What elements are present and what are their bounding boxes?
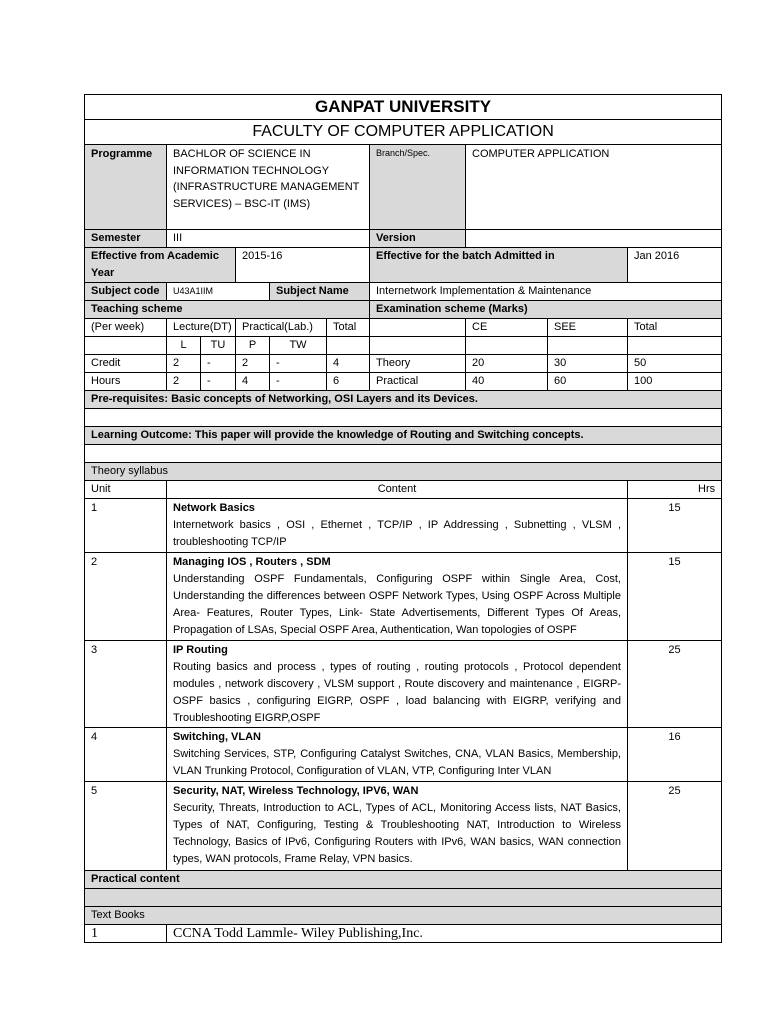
subject-code-label: Subject code <box>85 283 167 301</box>
text-books-title: Text Books <box>85 907 722 925</box>
theory-syllabus-title: Theory syllabus <box>85 463 722 481</box>
exam-scheme-label: Examination scheme (Marks) <box>370 301 722 319</box>
unit-hours: 16 <box>628 728 722 782</box>
prerequisites-text: Basic concepts of Networking, OSI Layers and its Devices. <box>171 393 478 405</box>
practical-header: Practical(Lab.) <box>236 319 327 337</box>
practical-ce: 40 <box>466 373 548 391</box>
total-header: Total <box>327 319 370 337</box>
syllabus-table <box>84 94 722 943</box>
subject-code-value: U43A1IIM <box>167 283 270 301</box>
exam-blank <box>370 319 466 337</box>
syllabus-document <box>84 94 721 943</box>
credit-label: Credit <box>85 355 167 373</box>
unit-description: Internetwork basics , OSI , Ethernet , TCP/IP , IP Addressing , Subnetting , VLSM , troubleshooting TCP/IP <box>173 519 621 548</box>
exam-total-header: Total <box>628 319 722 337</box>
practical-total: 100 <box>628 373 722 391</box>
unit-content <box>167 782 628 871</box>
table-row <box>85 373 722 391</box>
tu-header: TU <box>201 337 236 355</box>
faculty-title: FACULTY OF COMPUTER APPLICATION <box>85 120 722 145</box>
credit-tu: - <box>201 355 236 373</box>
hours-total: 6 <box>327 373 370 391</box>
batch-value: Jan 2016 <box>628 248 722 283</box>
subject-name-label: Subject Name <box>270 283 370 301</box>
textbook-number: 1 <box>85 925 167 943</box>
theory-see: 30 <box>548 355 628 373</box>
subject-name-value: Internetwork Implementation & Maintenance <box>370 283 722 301</box>
credit-l: 2 <box>167 355 201 373</box>
version-label: Version <box>370 230 466 248</box>
unit-hours: 25 <box>628 641 722 728</box>
hours-label: Hours <box>85 373 167 391</box>
lecture-header: Lecture(DT) <box>167 319 236 337</box>
learning-outcome-text: This paper will provide the knowledge of Routing and Switching concepts. <box>194 429 584 441</box>
sub-blank <box>548 337 628 355</box>
unit-title: Security, NAT, Wireless Technology, IPV6, WAN <box>173 785 419 797</box>
programme-label: Programme <box>85 145 167 230</box>
practical-see: 60 <box>548 373 628 391</box>
unit-description: Understanding OSPF Fundamentals, Configuring OSPF within Single Area, Cost, Understanding the differences between OSPF Network Types, Using OSPF Across Multiple Area- Features, Router Types, Link- State Advertisements, Different Types Of Areas, Propagation of LSAs, Special OSPF Area, Authentication, Wan topologies of OSPF <box>173 573 621 636</box>
theory-total: 50 <box>628 355 722 373</box>
unit-title: Network Basics <box>173 502 255 514</box>
unit-number: 2 <box>85 553 167 641</box>
unit-content <box>167 641 628 728</box>
unit-content <box>167 499 628 553</box>
spacer-row <box>85 889 722 907</box>
unit-content <box>167 728 628 782</box>
sub-blank <box>327 337 370 355</box>
sub-blank <box>370 337 466 355</box>
branch-label: Branch/Spec. <box>370 145 466 230</box>
hours-tu: - <box>201 373 236 391</box>
batch-label: Effective for the batch Admitted in <box>370 248 628 283</box>
table-row <box>85 728 722 782</box>
unit-number: 5 <box>85 782 167 871</box>
unit-hours: 15 <box>628 553 722 641</box>
programme-value: BACHLOR OF SCIENCE IN INFORMATION TECHNOLOGY (INFRASTRUCTURE MANAGEMENT SERVICES) – BSC-IT (IMS) <box>167 145 370 230</box>
unit-hours: 25 <box>628 782 722 871</box>
academic-year-value: 2015-16 <box>236 248 370 283</box>
spacer-row <box>85 445 722 463</box>
tw-header: TW <box>270 337 327 355</box>
theory-label: Theory <box>370 355 466 373</box>
table-row <box>85 641 722 728</box>
textbook-text: CCNA Todd Lammle- Wiley Publishing,Inc. <box>167 925 722 943</box>
unit-number: 3 <box>85 641 167 728</box>
hours-p: 4 <box>236 373 270 391</box>
university-title: GANPAT UNIVERSITY <box>85 95 722 120</box>
table-row <box>85 355 722 373</box>
unit-number: 4 <box>85 728 167 782</box>
see-header: SEE <box>548 319 628 337</box>
p-header: P <box>236 337 270 355</box>
semester-label: Semester <box>85 230 167 248</box>
sub-blank <box>628 337 722 355</box>
list-item <box>85 925 722 943</box>
table-row <box>85 499 722 553</box>
theory-ce: 20 <box>466 355 548 373</box>
unit-title: Switching, VLAN <box>173 731 261 743</box>
learning-outcome-label: Learning Outcome: <box>91 429 192 441</box>
semester-value: III <box>167 230 370 248</box>
ce-header: CE <box>466 319 548 337</box>
sub-blank <box>466 337 548 355</box>
hours-l: 2 <box>167 373 201 391</box>
version-value <box>466 230 722 248</box>
credit-p: 2 <box>236 355 270 373</box>
table-row <box>85 782 722 871</box>
unit-number: 1 <box>85 499 167 553</box>
unit-description: Switching Services, STP, Configuring Catalyst Switches, CNA, VLAN Basics, Membership, VLAN Trunking Protocol, Configuration of VLAN, VTP, Configuring Inter VLAN <box>173 748 621 777</box>
learning-outcome <box>85 427 722 445</box>
per-week-label: (Per week) <box>85 319 167 337</box>
unit-title: IP Routing <box>173 644 228 656</box>
practical-label: Practical <box>370 373 466 391</box>
academic-year-label: Effective from Academic Year <box>85 248 236 283</box>
prerequisites-label: Pre-requisites: <box>91 393 169 405</box>
unit-title: Managing IOS , Routers , SDM <box>173 556 331 568</box>
credit-total: 4 <box>327 355 370 373</box>
teaching-scheme-label: Teaching scheme <box>85 301 370 319</box>
sub-blank <box>85 337 167 355</box>
unit-description: Security, Threats, Introduction to ACL, Types of ACL, Monitoring Access lists, NAT Basics, Types of NAT, Configuring, Testing & Troubleshooting NAT, Introduction to Wireless Technology, Basics of IPv6, Configuring Routers with IPv6, WAN basics, WAN connection types, WAN protocols, Frame Relay, VPN basics. <box>173 802 621 865</box>
unit-hours: 15 <box>628 499 722 553</box>
practical-content-title: Practical content <box>85 871 722 889</box>
credit-tw: - <box>270 355 327 373</box>
spacer-row <box>85 409 722 427</box>
hours-tw: - <box>270 373 327 391</box>
unit-header: Unit <box>85 481 167 499</box>
prerequisites <box>85 391 722 409</box>
branch-value: COMPUTER APPLICATION <box>466 145 722 230</box>
l-header: L <box>167 337 201 355</box>
unit-content <box>167 553 628 641</box>
unit-description: Routing basics and process , types of routing , routing protocols , Protocol dependent modules , network discovery , VLSM support , Route discovery and maintenance , EIGRP- OSPF basics , configuring EIGRP, OSPF , load balancing with EIGRP, verifying and Troubleshooting EIGRP,OSPF <box>173 661 621 724</box>
table-row <box>85 553 722 641</box>
content-header: Content <box>167 481 628 499</box>
hrs-header: Hrs <box>628 481 722 499</box>
